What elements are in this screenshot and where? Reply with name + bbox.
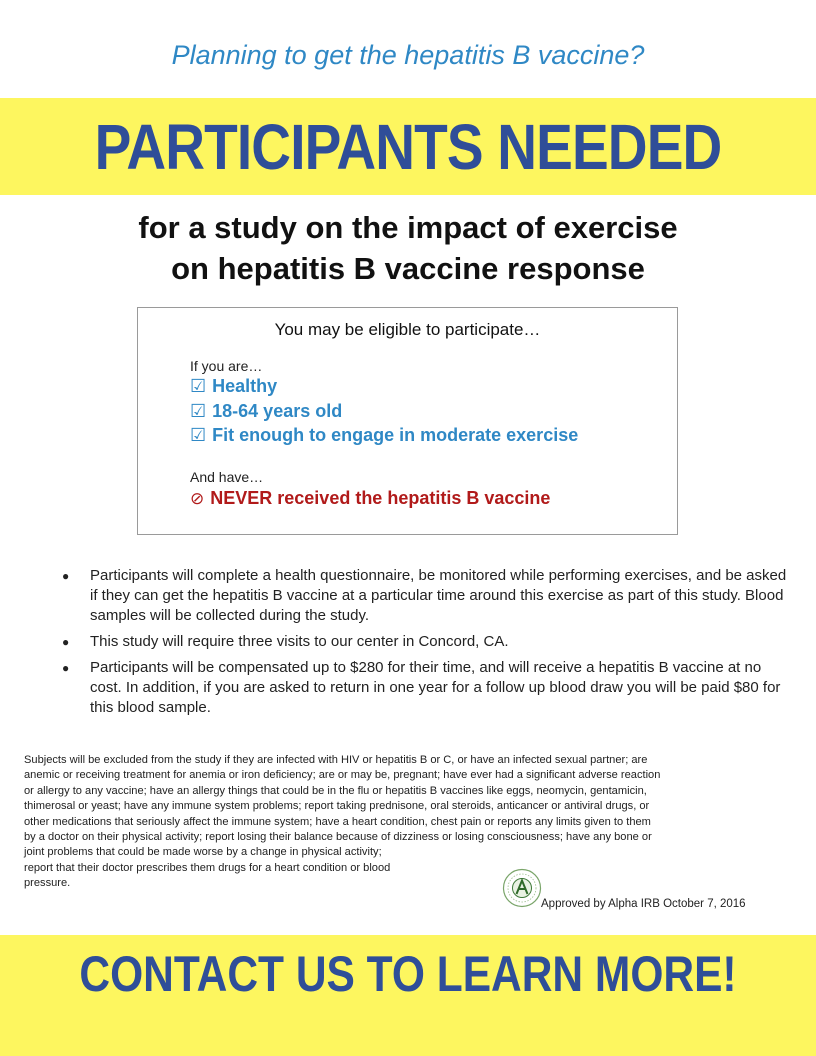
criterion-healthy bbox=[190, 376, 277, 397]
subtitle-line-1: for a study on the impact of exercise bbox=[138, 210, 678, 245]
if-you-are-label: If you are… bbox=[190, 358, 263, 374]
criterion-label: 18-64 years old bbox=[212, 401, 343, 421]
irb-seal-icon bbox=[502, 868, 542, 908]
exclusion-line: by a doctor on their physical activity; report losing their balance because of dizziness or losing consciousness; have any bone or bbox=[24, 831, 652, 844]
list-item bbox=[62, 658, 792, 718]
study-subtitle bbox=[0, 207, 816, 289]
exclusion-line: or allergy to any vaccine; have an allergy things that could be in the flu or hepatitis B vaccines like eggs, neomycin, gentamicin, bbox=[24, 784, 647, 797]
checkbox-checked-icon: ☑ bbox=[190, 376, 207, 396]
exclusion-line: Subjects will be excluded from the study if they are infected with HIV or hepatitis B or C, or have an infected sexual partner; are bbox=[24, 754, 648, 766]
prohibited-icon: ⊘ bbox=[190, 488, 205, 508]
exclusion-line: pressure. bbox=[24, 877, 71, 890]
exclusion-criteria-text bbox=[24, 753, 794, 892]
list-item-text: Participants will be compensated up to $280 for their time, and will receive a hepatitis B vaccine at no cost. In addition, if you are asked to return in one year for a follow up blood draw you will be paid $80 for this blood sample. bbox=[90, 659, 781, 716]
tagline: Planning to get the hepatitis B vaccine? bbox=[171, 40, 645, 70]
exclusion-line: other medications that seriously affect the immune system; have a heart condition, chest pain or reports any limits given to them bbox=[24, 815, 651, 828]
bullet-icon: ● bbox=[62, 661, 70, 675]
bullet-icon: ● bbox=[62, 635, 70, 649]
list-item-text: Participants will complete a health questionnaire, be monitored while performing exercises, and be asked if they can get the hepatitis B vaccine at a particular time around this exercise as part of this study. Blood samples will be collected during the study. bbox=[90, 567, 787, 624]
contact-banner bbox=[0, 935, 816, 1056]
checkbox-checked-icon: ☑ bbox=[190, 425, 207, 445]
list-item-text: This study will require three visits to our center in Concord, CA. bbox=[90, 633, 509, 650]
list-item bbox=[62, 632, 792, 652]
exclusion-line: report that their doctor prescribes them drugs for a heart condition or blood bbox=[24, 861, 391, 874]
criterion-label: NEVER received the hepatitis B vaccine bbox=[210, 488, 551, 508]
criterion-fitness bbox=[190, 425, 578, 446]
subtitle-line-2: on hepatitis B vaccine response bbox=[171, 251, 645, 286]
criterion-never-vaccinated bbox=[190, 488, 550, 509]
exclusion-line: joint problems that could be made worse by a change in physical activity; bbox=[24, 846, 382, 859]
contact-call-to-action: CONTACT US TO LEARN MORE! bbox=[79, 946, 737, 1002]
study-details-list bbox=[62, 566, 792, 724]
criterion-label: Healthy bbox=[212, 376, 278, 396]
headline: PARTICIPANTS NEEDED bbox=[94, 111, 722, 183]
and-have-label: And have… bbox=[190, 469, 264, 485]
exclusion-line: anemic or receiving treatment for anemia or iron deficiency; are or may be, pregnant; have ever had a significant adverse reaction bbox=[24, 769, 661, 782]
criterion-label: Fit enough to engage in moderate exercise bbox=[212, 425, 579, 445]
exclusion-line: thimerosal or yeast; have any immune system problems; report taking prednisone, oral steroids, anticancer or antiviral drugs, or bbox=[24, 800, 650, 813]
irb-approval: Approved by Alpha IRB October 7, 2016 bbox=[541, 898, 746, 910]
headline-banner bbox=[0, 98, 816, 195]
list-item bbox=[62, 566, 792, 626]
eligibility-box bbox=[137, 307, 678, 535]
bullet-icon: ● bbox=[62, 569, 70, 583]
checkbox-checked-icon: ☑ bbox=[190, 401, 207, 421]
eligibility-heading: You may be eligible to participate… bbox=[274, 320, 541, 339]
criterion-age bbox=[190, 401, 342, 422]
